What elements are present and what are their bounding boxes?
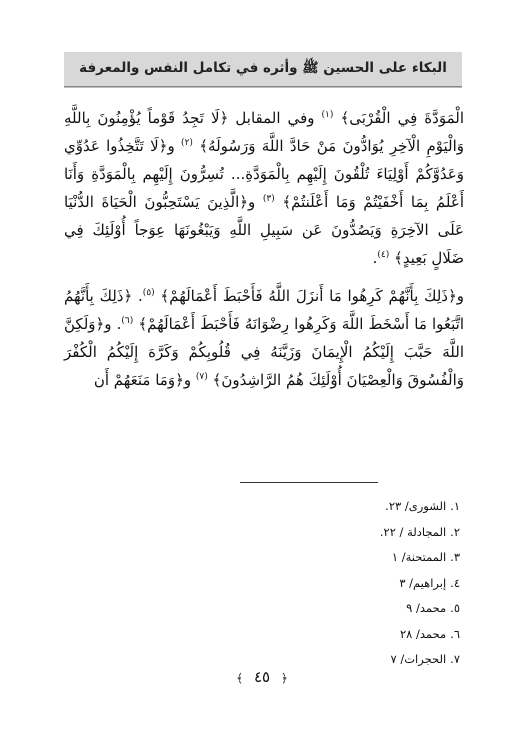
footnote-ref[interactable]: (٧): [195, 372, 208, 382]
footnote-ref[interactable]: (٥): [142, 288, 155, 298]
footnotes-list: [140, 494, 460, 673]
footnote-ref[interactable]: (١): [321, 110, 334, 120]
footnote-item: [140, 545, 460, 571]
footnote-item: [140, 622, 460, 648]
text-segment: و﴿وَمَا مَنَعَهُمْ أَن: [93, 371, 196, 389]
text-segment: .: [372, 249, 378, 267]
text-segment: و﴿الَّذِينَ يَسْتَحِبُّونَ الْحَيَاةَ الدُّنْيَا عَلَى الآخِرَةِ وَيَصُدُّونَ عَن سَبِيلِ اللَّهِ وَيَبْغُونَهَا عِوَجاً أُوْلَئِكَ فِي ضَلَالٍ بَعِيدٍ﴾: [64, 193, 464, 267]
main-text: [64, 104, 464, 404]
text-segment: الْمَوَدَّةَ فِي الْقُرْبَى﴾: [333, 109, 464, 127]
text-segment: و﴿ذَلِكَ بِأَنَّهُمْ كَرِهُوا مَا أَنزَلَ اللَّهُ فَأَحْبَطَ أَعْمَالَهُمْ﴾: [154, 287, 464, 305]
text-segment: . ﴿ذَلِكَ بِأَنَّهُمُ اتَّبَعُوا مَا أَسْخَطَ اللَّهَ وَكَرِهُوا رِضْوَانَهُ فَأَحْبَطَ أَعْمَالَهُمْ﴾: [64, 287, 464, 333]
footnote-number: ٤.: [450, 575, 460, 590]
footnote-ref[interactable]: (٦): [121, 316, 134, 326]
footnote-ref[interactable]: (٣): [262, 194, 275, 204]
footnote-item: [140, 596, 460, 622]
text-segment: وفي المقابل ﴿لَا تَجِدُ قَوْماً يُؤْمِنُونَ بِاللَّهِ وَالْيَوْمِ الْآخِرِ يُوَادُّونَ مَنْ حَادَّ اللَّهَ وَرَسُولَهُ﴾: [64, 109, 464, 155]
paragraph-2: [64, 282, 464, 394]
header-title: البكاء على الحسين ﷺ وأثره في تكامل النفس والمعرفة: [79, 60, 447, 76]
footnote-number: ٣.: [450, 550, 460, 564]
running-header: [64, 52, 462, 87]
footnote-text: محمد/ ٩: [406, 601, 447, 615]
right-ornament-icon: ﴿: [280, 671, 288, 685]
footnote-number: ١.: [450, 499, 460, 513]
footnote-ref[interactable]: (٤): [377, 250, 390, 260]
footnote-text: الحجرات/ ٧: [390, 652, 447, 666]
page-number: ٤٥: [253, 668, 271, 686]
left-ornament-icon: ﴾: [236, 671, 244, 685]
paragraph-1: [64, 104, 464, 272]
footnote-number: ٢.: [450, 524, 460, 539]
footnote-number: ٦.: [450, 626, 460, 641]
footnote-item: [140, 571, 460, 597]
page-number-block: [0, 668, 524, 686]
footnote-item: [140, 520, 460, 546]
text-segment: و﴿لَا تَتَّخِذُوا عَدُوِّي وَعَدُوَّكُمْ أَوْلِيَاءَ تُلْقُونَ إِلَيْهِم بِالْمَوَدَّةِ... تُسِرُّونَ إِلَيْهِم بِالْمَوَدَّةِ وَأَنَا أَعْلَمُ بِمَا أَخْفَيْتُمْ وَمَا أَعْلَنتُمْ﴾: [64, 137, 464, 211]
footnote-text: إبراهيم/ ٣: [399, 575, 447, 590]
footnote-number: ٥.: [450, 601, 460, 615]
footnote-number: ٧.: [450, 652, 460, 666]
footnote-text: محمد/ ٢٨: [399, 626, 447, 641]
footnote-separator: [240, 482, 378, 483]
footnote-text: المجادلة / ٢٢.: [379, 524, 447, 539]
footnote-ref[interactable]: (٢): [181, 138, 193, 148]
footnote-item: [140, 494, 460, 520]
text-segment: . و﴿وَلَكِنَّ اللَّهَ حَبَّبَ إِلَيْكُمُ الْإِيمَانَ وَزَيَّنَهُ فِي قُلُوبِكُمْ وَكَرَّهَ إِلَيْكُمُ الْكُفْرَ وَالْفُسُوقَ وَالْعِصْيَانَ أُوْلَئِكَ هُمُ الرَّاشِدُونَ﴾: [64, 315, 464, 389]
footnote-text: الشورى/ ٢٣.: [385, 499, 447, 513]
footnote-text: الممتحنة/ ١: [391, 550, 447, 564]
